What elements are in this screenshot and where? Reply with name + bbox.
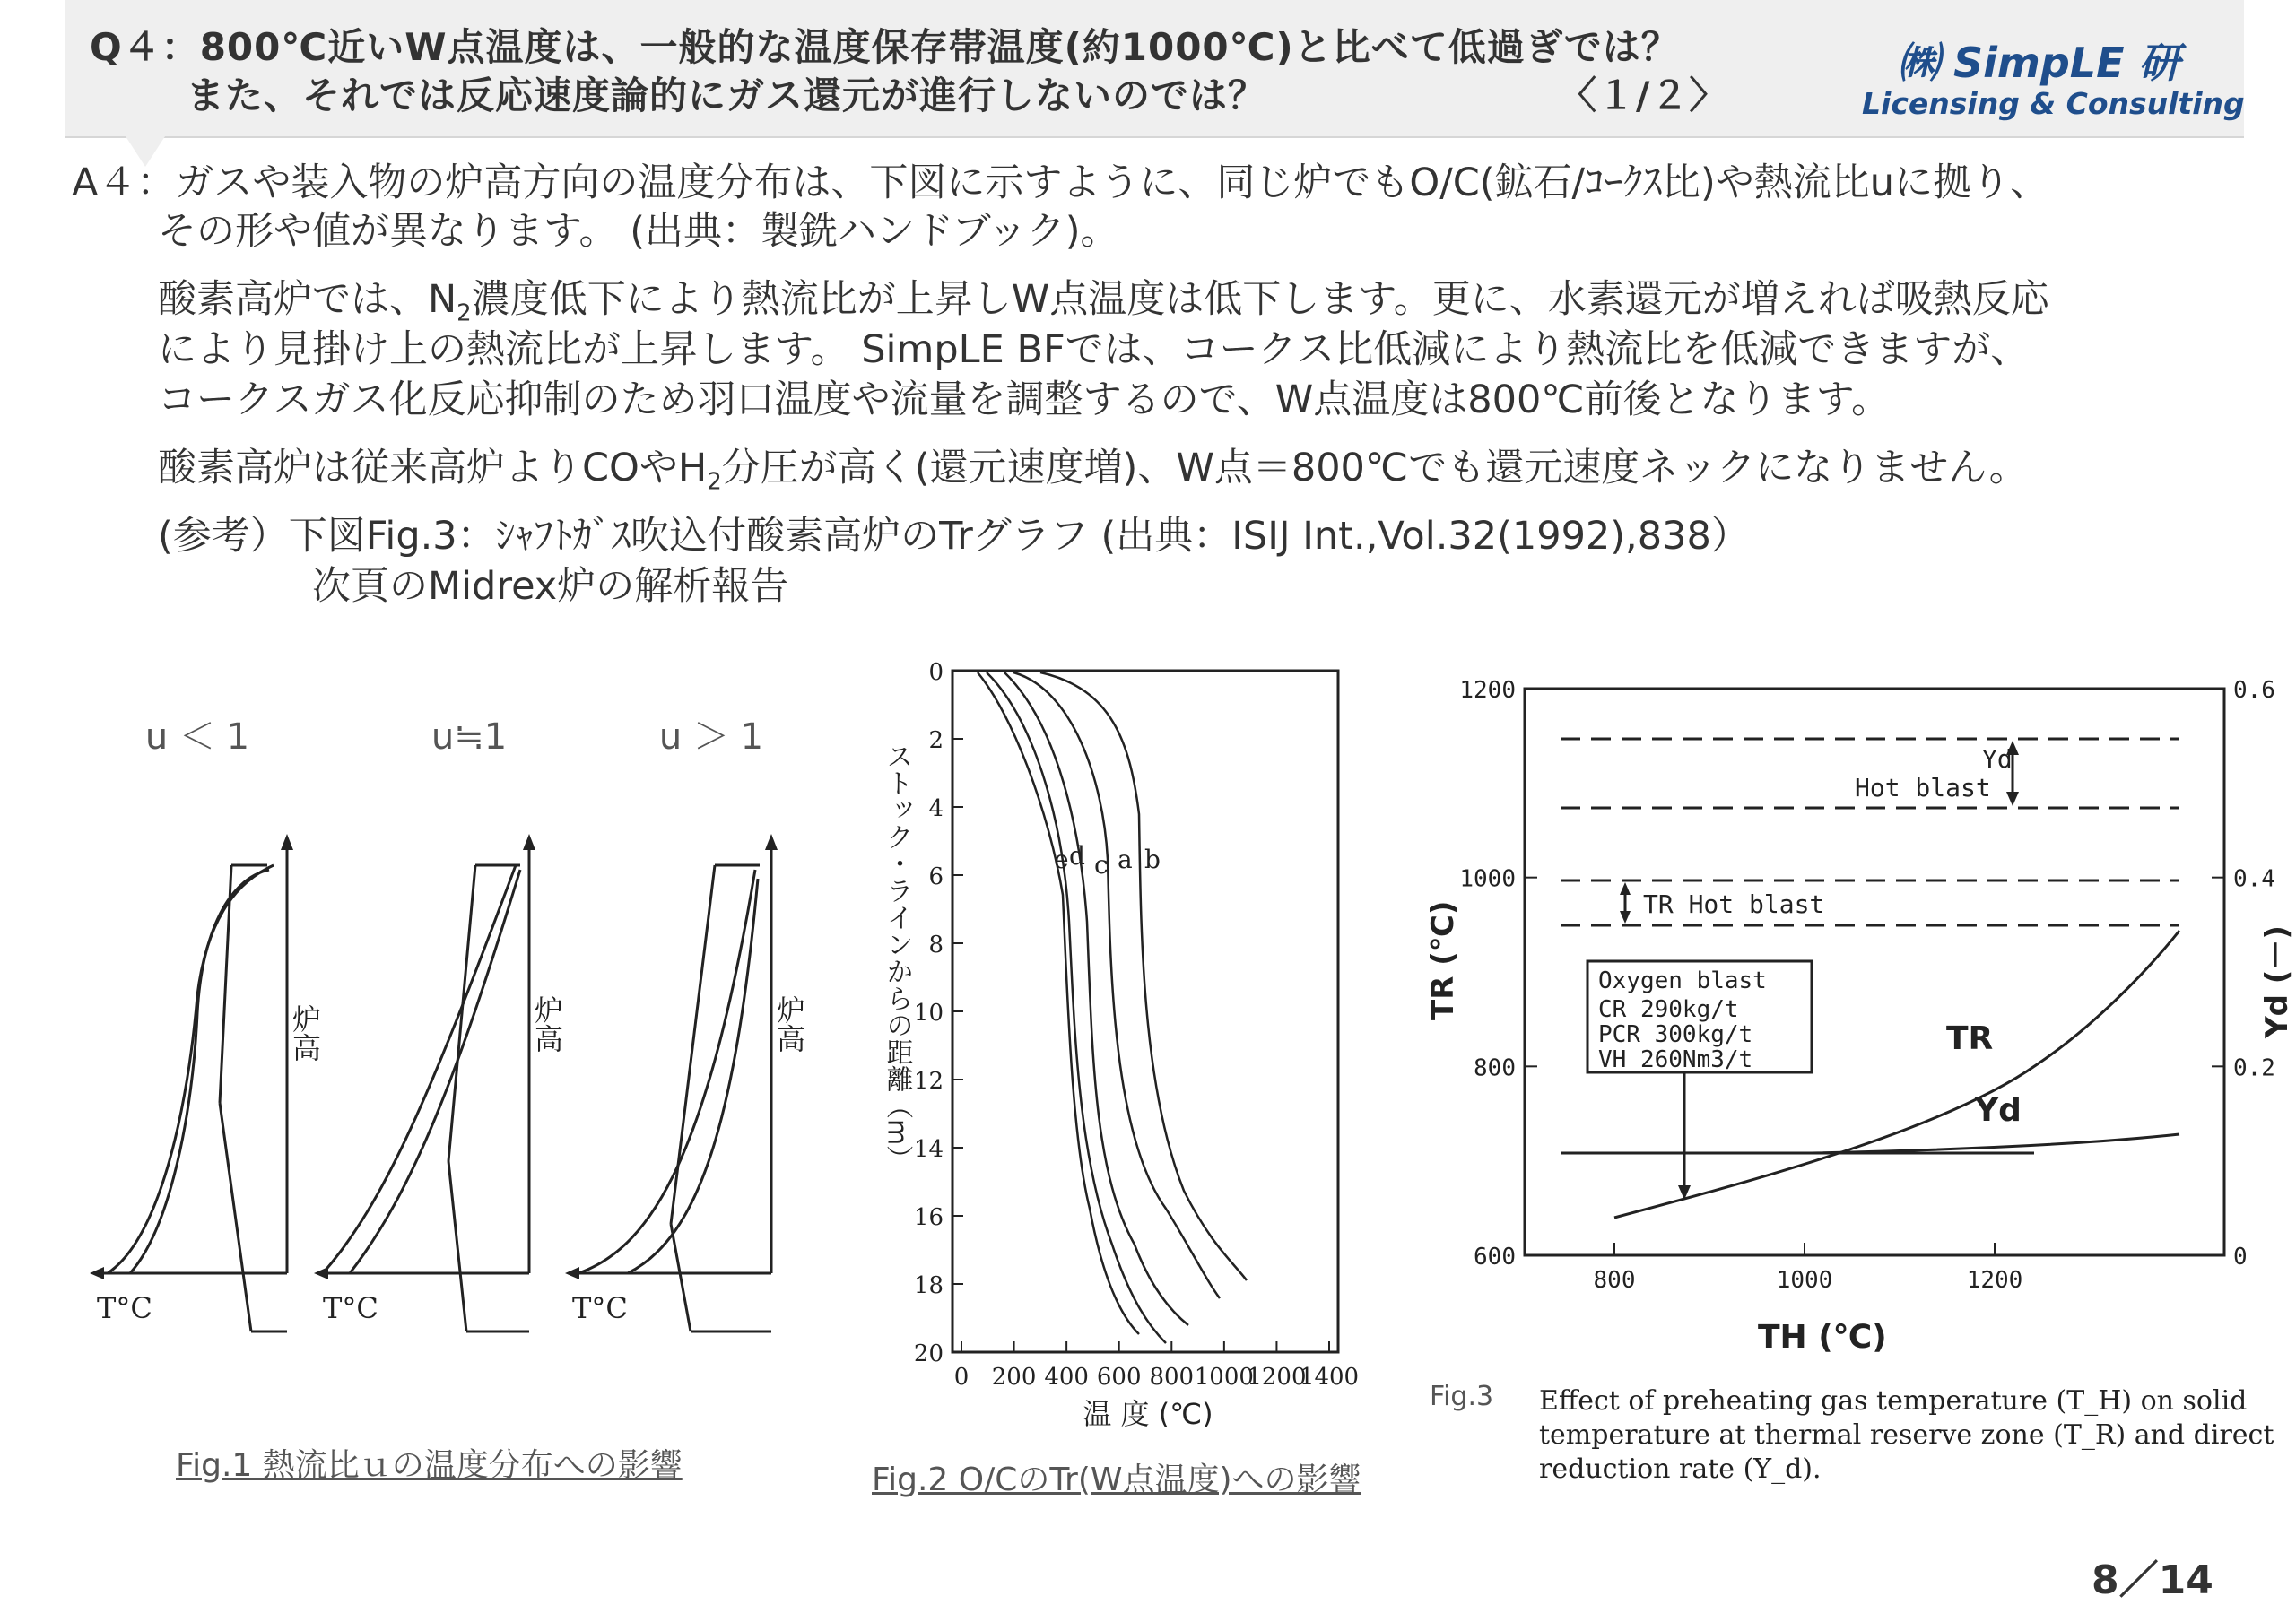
fig1-axis-label-1: T°C xyxy=(97,1291,152,1325)
fig2-x-tick-label: 1200 xyxy=(1247,1364,1307,1391)
fig2-caption: Fig.2 O/CのTr(W点温度)への影響 xyxy=(872,1462,1361,1498)
question-page-marker: 〈１/２〉 xyxy=(1559,74,1728,117)
fig3-yd-hot-label-2: Hot blast xyxy=(1855,773,1991,802)
fig3-box-row-vh: VH 260Nm3/t xyxy=(1598,1046,1753,1073)
fig3-x-tick-label: 1200 xyxy=(1966,1267,2023,1294)
fig2-x-tick-label: 400 xyxy=(1044,1364,1089,1391)
fig2-y-tick-label: 6 xyxy=(928,863,944,890)
fig1-height-label-1: 炉高 xyxy=(288,1004,322,1062)
fig3-curve-yd-label: Yd xyxy=(1975,1092,2022,1129)
fig3-right-tick-label: 0 xyxy=(2233,1244,2248,1271)
fig3-right-tick-label: 0.4 xyxy=(2233,865,2275,893)
fig2-ylabel: ストック・ラインからの距離（m） xyxy=(881,742,913,1173)
answer-paragraph-2-line-1: 酸素高炉では、$N_2$濃度低下により熱流比が上昇しW点温度は低下します。更に、水素還元が増えれば吸熱反応 xyxy=(158,277,2049,327)
fig3-x-tick-label: 1000 xyxy=(1776,1267,1833,1294)
fig3-curve-tr-label: TR xyxy=(1946,1020,1994,1057)
fig3-preheating-gas-chart xyxy=(1408,662,2296,1370)
fig3-label: Fig.3 xyxy=(1430,1381,1494,1412)
fig1-height-label-2: 炉高 xyxy=(530,995,564,1053)
fig1-heat-flow-ratio-diagram xyxy=(81,699,806,1363)
fig2-x-tick-label: 800 xyxy=(1149,1364,1195,1391)
fig3-caption-line-1: Effect of preheating gas temperature (T_H) on solid xyxy=(1539,1385,2248,1417)
fig3-right-tick-label: 0.6 xyxy=(2233,677,2275,704)
fig2-curve-label: e xyxy=(1054,845,1069,874)
fig2-curve-label: a xyxy=(1118,845,1133,874)
fig3-ylabel-left: TR (℃) xyxy=(1425,900,1461,1020)
fig3-xlabel: TH (℃) xyxy=(1758,1319,1887,1356)
fig2-x-tick-label: 600 xyxy=(1096,1364,1142,1391)
fig3-caption-line-2: temperature at thermal reserve zone (T_R) and direct xyxy=(1539,1419,2274,1451)
fig1-caption: Fig.1 熱流比ｕの温度分布への影響 xyxy=(176,1447,683,1484)
fig3-x-tick-label: 800 xyxy=(1593,1267,1636,1294)
fig1-height-label-3: 炉高 xyxy=(772,995,806,1053)
fig2-y-tick-label: 2 xyxy=(928,727,944,754)
fig2-y-tick-label: 10 xyxy=(913,1000,944,1027)
fig1-axis-label-2: T°C xyxy=(323,1291,378,1325)
fig3-box-row-cr: CR 290kg/t xyxy=(1598,996,1739,1023)
fig2-y-tick-label: 12 xyxy=(913,1068,944,1095)
fig2-y-tick-label: 16 xyxy=(913,1204,944,1231)
fig2-y-tick-label: 8 xyxy=(928,932,944,958)
fig2-y-tick-label: 4 xyxy=(928,795,944,822)
answer-paragraph-3: 酸素高炉は従来高炉よりCOや$H_2$分圧が高く(還元速度増)、W点＝800℃でも還元速度ネックになりません。 xyxy=(158,446,2028,496)
fig2-y-tick-label: 20 xyxy=(913,1340,944,1367)
reference-line-2: 次頁のMidrex炉の解析報告 xyxy=(312,564,789,609)
fig3-caption-line-3: reduction rate (Y_d). xyxy=(1539,1453,1822,1485)
fig2-curve-label: b xyxy=(1144,845,1161,874)
fig3-ylabel-right: Yd (－) xyxy=(2259,925,2295,1038)
fig2-y-tick-label: 18 xyxy=(913,1272,944,1299)
answer-line-2: その形や値が異なります。 (出典：製銑ハンドブック)。 xyxy=(158,209,1119,254)
fig3-box-title: Oxygen blast xyxy=(1598,967,1767,994)
answer-paragraph-2-line-3: コークスガス化反応抑制のため羽口温度や流量を調整するので、W点温度は800℃前後となります。 xyxy=(158,377,1891,422)
answer-paragraph-2-line-2: により見掛け上の熱流比が上昇します。 SimpLE BFでは、コークス比低減により熱流比を低減できますが、 xyxy=(158,327,2030,372)
fig2-x-tick-label: 200 xyxy=(991,1364,1037,1391)
fig2-xlabel: 温 度 (℃) xyxy=(1083,1397,1213,1431)
page-number: 8／14 xyxy=(2092,1557,2213,1603)
fig2-curve-d xyxy=(987,672,1166,1343)
fig2-y-tick-label: 14 xyxy=(913,1136,944,1163)
fig3-left-tick-label: 1200 xyxy=(1459,677,1516,704)
question-line-1: Q４：800℃近いW点温度は、一般的な温度保存帯温度(約1000℃)と比べて低過ぎでは？ xyxy=(90,25,1680,69)
fig3-left-tick-label: 1000 xyxy=(1459,865,1516,893)
fig1-axis-label-3: T°C xyxy=(572,1291,628,1325)
fig2-curve-e xyxy=(978,672,1139,1334)
fig2-x-tick-label: 1000 xyxy=(1194,1364,1254,1391)
question-line-2: また、それでは反応速度論的にガス還元が進行しないのでは？ xyxy=(187,74,1267,117)
reference-line-1: (参考）下図Fig.3：ｼｬﾌﾄｶﾞｽ吹込付酸素高炉のTrグラフ (出典：ISIJ Int.,Vol.32(1992),838） xyxy=(158,514,1750,559)
fig1-label-u-lt-1: u ＜ 1 xyxy=(144,716,250,758)
fig2-x-tick-label: 1400 xyxy=(1299,1364,1360,1391)
fig2-curve-label: c xyxy=(1094,850,1109,880)
fig3-right-tick-label: 0.2 xyxy=(2233,1054,2275,1082)
fig3-tr-hot-label: TR Hot blast xyxy=(1643,889,1825,919)
answer-line-1: A４：ガスや装入物の炉高方向の温度分布は、下図に示すように、同じ炉でもO/C(鉱石/ｺｰｸｽ比)や熱流比uに拠り、 xyxy=(72,160,2049,205)
fig3-box-row-pcr: PCR 300kg/t xyxy=(1598,1021,1753,1048)
fig3-yd-hot-label-1: Yd xyxy=(1982,744,2013,774)
company-logo: ㈱ SimpLE 研 xyxy=(1898,39,2180,87)
fig2-y-tick-label: 0 xyxy=(928,659,944,686)
fig3-left-tick-label: 600 xyxy=(1474,1244,1516,1271)
fig2-curve-c xyxy=(1004,672,1188,1325)
fig1-label-u-gt-1: u ＞ 1 xyxy=(658,716,764,758)
fig2-curve-label: d xyxy=(1069,841,1085,871)
company-tagline: Licensing & Consulting xyxy=(1862,86,2245,121)
fig3-left-tick-label: 800 xyxy=(1474,1054,1516,1082)
fig2-x-tick-label: 0 xyxy=(953,1364,970,1391)
fig1-label-u-eq-1: u≒1 xyxy=(430,716,508,758)
fig2-oc-temperature-chart xyxy=(879,653,1399,1442)
